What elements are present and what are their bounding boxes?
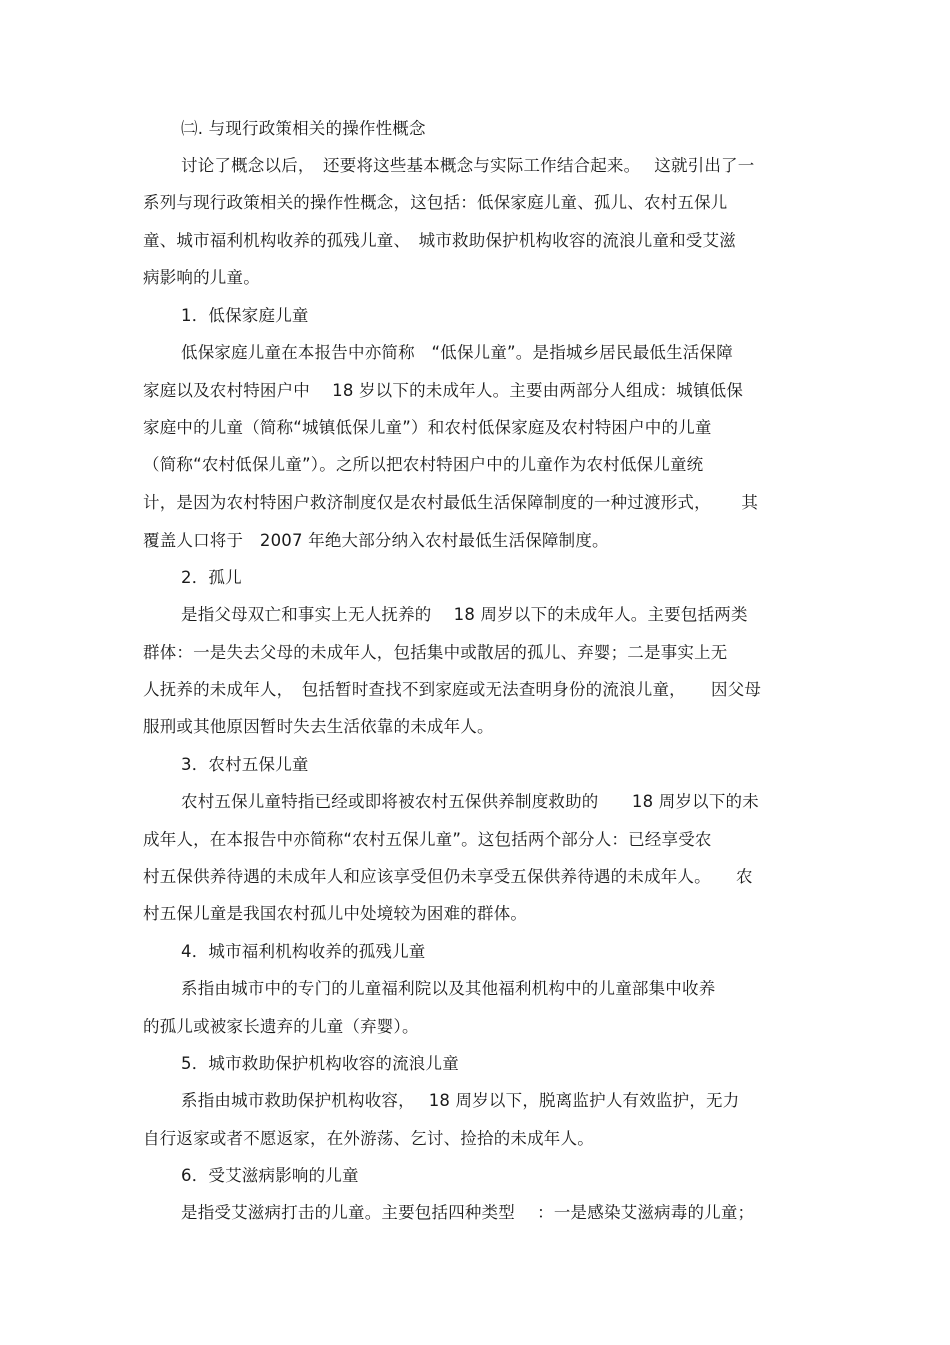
intro-line-1: 讨论了概念以后， 还要将这些基本概念与实际工作结合起来。 这就引出了一 [181, 156, 755, 175]
paragraph-line: 系指由城市中的专门的儿童福利院以及其他福利机构中的儿童部集中收养 [181, 979, 716, 998]
section-heading: ㈡. 与现行政策相关的操作性概念 [181, 119, 426, 138]
paragraph-line: 系指由城市救助保护机构收容， 18 周岁以下，脱离监护人有效监护，无力 [181, 1091, 740, 1110]
paragraph-line: 村五保儿童是我国农村孤儿中处境较为困难的群体。 [143, 904, 528, 923]
paragraph-line: 计，是因为农村特困户救济制度仅是农村最低生活保障制度的一种过渡形式， 其 [143, 493, 759, 512]
paragraph-line: 覆盖人口将于 2007 年绝大部分纳入农村最低生活保障制度。 [143, 531, 609, 550]
paragraph-line: 家庭以及农村特困户中 18 岁以下的未成年人。主要由两部分人组成：城镇低保 [143, 381, 744, 400]
item-heading: 1．低保家庭儿童 [181, 306, 309, 325]
intro-line-2: 系列与现行政策相关的操作性概念，这包括：低保家庭儿童、孤儿、农村五保儿 [143, 193, 728, 212]
paragraph-line: 低保家庭儿童在本报告中亦简称 “低保儿童”。是指城乡居民最低生活保障 [181, 343, 733, 362]
item-heading: 4．城市福利机构收养的孤残儿童 [181, 942, 426, 961]
item-heading: 2．孤儿 [181, 568, 242, 587]
paragraph-line: （简称“农村低保儿童”）。之所以把农村特困户中的儿童作为农村低保儿童统 [143, 455, 704, 474]
item-heading: 5．城市救助保护机构收容的流浪儿童 [181, 1054, 459, 1073]
paragraph-line: 是指父母双亡和事实上无人抚养的 18 周岁以下的未成年人。主要包括两类 [181, 605, 748, 624]
paragraph-line: 成年人，在本报告中亦简称“农村五保儿童”。这包括两个部分人：已经享受农 [143, 830, 712, 849]
paragraph-line: 村五保供养待遇的未成年人和应该享受但仍未享受五保供养待遇的未成年人。 农 [143, 867, 753, 886]
intro-line-3: 童、城市福利机构收养的孤残儿童、 城市救助保护机构收容的流浪儿童和受艾滋 [143, 231, 736, 250]
intro-line-4: 病影响的儿童。 [143, 268, 260, 287]
paragraph-line: 的孤儿或被家长遗弃的儿童（弃婴）。 [143, 1017, 419, 1036]
paragraph-line: 自行返家或者不愿返家，在外游荡、乞讨、捡拾的未成年人。 [143, 1129, 594, 1148]
paragraph-line: 农村五保儿童特指已经或即将被农村五保供养制度救助的 18 周岁以下的未 [181, 792, 759, 811]
item-heading: 3．农村五保儿童 [181, 755, 309, 774]
paragraph-line: 服刑或其他原因暂时失去生活依靠的未成年人。 [143, 717, 494, 736]
paragraph-line: 是指受艾滋病打击的儿童。主要包括四种类型 ：一是感染艾滋病毒的儿童； [181, 1203, 755, 1222]
item-heading: 6．受艾滋病影响的儿童 [181, 1166, 359, 1185]
paragraph-line: 人抚养的未成年人， 包括暂时查找不到家庭或无法查明身份的流浪儿童， 因父母 [143, 680, 762, 699]
paragraph-line: 群体：一是失去父母的未成年人，包括集中或散居的孤儿、弃婴；二是事实上无 [143, 643, 728, 662]
paragraph-line: 家庭中的儿童（简称“城镇低保儿童”）和农村低保家庭及农村特困户中的儿童 [143, 418, 712, 437]
